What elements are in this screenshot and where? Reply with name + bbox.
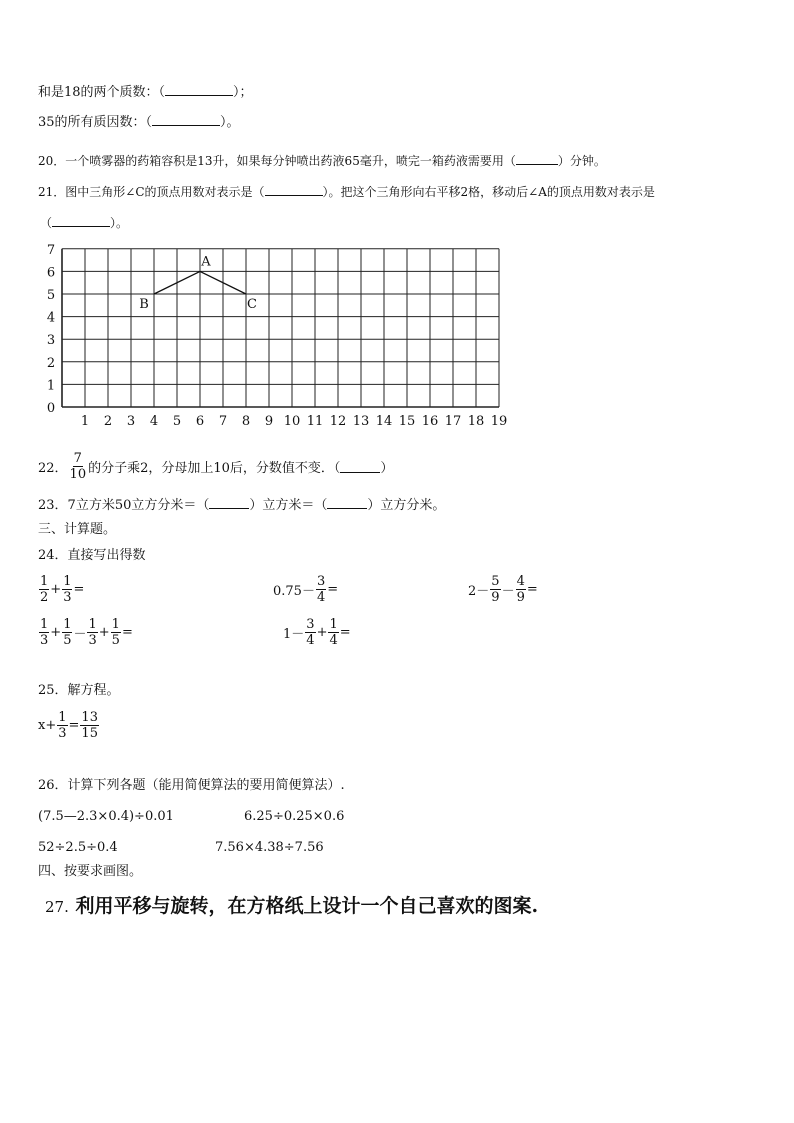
answer-blank[interactable] bbox=[265, 183, 323, 196]
prime-factors-text-end: ）。 bbox=[220, 115, 240, 130]
question-23 bbox=[38, 496, 445, 515]
calc-expression: 6.25÷0.25×0.6 bbox=[244, 809, 345, 824]
question-number: 22． bbox=[38, 461, 68, 476]
x-tick-label: 16 bbox=[421, 414, 439, 429]
question-prime-factors bbox=[38, 113, 240, 132]
answer-blank[interactable] bbox=[52, 214, 110, 227]
fraction: $\frac{1}{3}$ bbox=[58, 710, 67, 741]
y-tick-label: 5 bbox=[46, 288, 56, 303]
x-tick-label: 7 bbox=[218, 414, 228, 429]
prime-factors-text: 35的所有质因数：（ bbox=[38, 115, 153, 130]
fraction: $\frac{1}{3}$ bbox=[63, 574, 72, 605]
x-tick-label: 14 bbox=[375, 414, 393, 429]
expression-2: 0.75－ $\frac{3}{4}$ = bbox=[273, 574, 339, 605]
question-21-line2 bbox=[40, 214, 128, 232]
question-20-text: 一个喷雾器的药箱容积是13升，如果每分钟喷出药液65毫升，喷完一箱药液需要用（ bbox=[65, 154, 516, 168]
fraction: $\frac{1}{5}$ bbox=[63, 617, 72, 648]
x-tick-label: 8 bbox=[241, 414, 251, 429]
fraction: $\frac{1}{2}$ bbox=[40, 574, 49, 605]
question-22-text: 的分子乘2，分母加上10后，分数值不变．（ bbox=[88, 461, 341, 476]
answer-blank[interactable] bbox=[165, 83, 233, 96]
question-21-text-end: ）。 bbox=[110, 216, 129, 230]
question-22 bbox=[38, 451, 393, 482]
x-tick-label: 18 bbox=[467, 414, 485, 429]
x-tick-label: 1 bbox=[80, 414, 90, 429]
y-tick-label: 1 bbox=[46, 378, 56, 394]
question-number: 21． bbox=[38, 185, 66, 199]
prime-sum-text: 和是18的两个质数：（ bbox=[38, 85, 166, 100]
x-tick-label: 19 bbox=[490, 414, 508, 429]
question-27 bbox=[45, 894, 538, 919]
expression-3: 2－ $\frac{5}{9}$ － $\frac{4}{9}$ = bbox=[468, 574, 538, 605]
fraction: $\frac{1}{5}$ bbox=[111, 617, 120, 648]
question-20-text-end: ）分钟。 bbox=[557, 154, 606, 168]
calc-expression: (7.5—2.3×0.4)÷0.01 bbox=[38, 809, 174, 824]
y-tick-label: 2 bbox=[46, 355, 56, 371]
fraction: $\frac{1}{3}$ bbox=[88, 617, 97, 648]
question-26 bbox=[38, 777, 345, 795]
equation: x+ $\frac{1}{3}$ = $\frac{13}{15}$ bbox=[38, 710, 98, 741]
question-25 bbox=[38, 682, 120, 700]
fraction: $\frac{3}{4}$ bbox=[316, 574, 326, 605]
question-prime-sum bbox=[38, 83, 253, 102]
fraction: $\frac{13}{15}$ bbox=[81, 710, 98, 741]
question-number: 27. bbox=[45, 898, 69, 916]
x-tick-label: 12 bbox=[329, 414, 347, 429]
numerator: 7 bbox=[73, 451, 82, 466]
x-tick-label: 17 bbox=[444, 414, 462, 429]
calc-expression: 52÷2.5÷0.4 bbox=[38, 840, 118, 855]
y-tick-label: 6 bbox=[46, 265, 56, 281]
fraction: $\frac{3}{4}$ bbox=[306, 617, 315, 648]
y-tick-label: 4 bbox=[46, 310, 56, 326]
x-tick-label: 3 bbox=[126, 414, 136, 429]
y-tick-label: 7 bbox=[46, 242, 56, 258]
question-23-text-mid: ）立方米＝（ bbox=[249, 498, 328, 513]
answer-blank[interactable] bbox=[340, 460, 380, 473]
question-27-text: 利用平移与旋转，在方格纸上设计一个自己喜欢的图案. bbox=[75, 895, 539, 917]
vertex-label-a: A bbox=[201, 254, 211, 270]
section-heading: 四、按要求画图。 bbox=[38, 864, 143, 879]
vertex-label-c: C bbox=[247, 297, 257, 312]
expression-5: 1－ $\frac{3}{4}$ + $\frac{1}{4}$ = bbox=[283, 617, 351, 648]
answer-blank[interactable] bbox=[152, 113, 220, 126]
question-number: 25． bbox=[38, 683, 68, 698]
question-25-title: 解方程。 bbox=[67, 683, 120, 698]
x-tick-label: 5 bbox=[172, 414, 182, 429]
fraction: $\frac{1}{4}$ bbox=[329, 617, 338, 648]
question-22-text-end: ） bbox=[380, 461, 394, 476]
x-tick-label: 6 bbox=[195, 414, 205, 429]
question-23-text: 7立方米50立方分米＝（ bbox=[67, 498, 210, 513]
question-number: 20． bbox=[38, 154, 66, 168]
question-21-paren: （ bbox=[40, 216, 53, 230]
fraction bbox=[69, 451, 88, 482]
calc-expression: 7.56×4.38÷7.56 bbox=[215, 840, 324, 855]
x-tick-label: 10 bbox=[283, 414, 301, 429]
question-21-text: 图中三角形∠C的顶点用数对表示是（ bbox=[65, 185, 265, 199]
y-tick-label: 3 bbox=[46, 333, 56, 349]
answer-blank[interactable] bbox=[516, 152, 558, 165]
question-20 bbox=[38, 152, 606, 170]
question-21-text-mid: ）。把这个三角形向右平移2格，移动后∠A的顶点用数对表示是 bbox=[322, 185, 655, 199]
answer-blank[interactable] bbox=[209, 496, 249, 509]
y-tick-label: 0 bbox=[46, 401, 56, 416]
prime-sum-text-end: ）； bbox=[233, 85, 253, 100]
x-tick-label: 15 bbox=[398, 414, 416, 429]
fraction: $\frac{5}{9}$ bbox=[491, 574, 500, 605]
answer-blank[interactable] bbox=[327, 496, 367, 509]
question-26-title: 计算下列各题（能用简便算法的要用简便算法）. bbox=[67, 778, 345, 793]
coordinate-grid bbox=[0, 240, 794, 430]
fraction: $\frac{4}{9}$ bbox=[516, 574, 525, 605]
question-24-title: 直接写出得数 bbox=[67, 548, 146, 563]
question-21 bbox=[38, 183, 655, 201]
question-number: 23． bbox=[38, 498, 68, 513]
question-24 bbox=[38, 547, 146, 565]
x-tick-label: 4 bbox=[149, 414, 159, 429]
x-tick-label: 2 bbox=[103, 414, 113, 429]
expression-4: $\frac{1}{3}$ + $\frac{1}{5}$ － $\frac{1}{3}$ + $\frac{1}{5}$ = bbox=[40, 617, 133, 648]
fraction: $\frac{1}{3}$ bbox=[40, 617, 49, 648]
x-tick-label: 13 bbox=[352, 414, 370, 429]
denominator: 10 bbox=[69, 467, 87, 482]
section-heading: 三、计算题。 bbox=[38, 522, 117, 537]
x-tick-label: 11 bbox=[306, 414, 324, 429]
expression-1: $\frac{1}{2}$ + $\frac{1}{3}$ = bbox=[40, 574, 85, 605]
question-23-text-end: ）立方分米。 bbox=[367, 498, 446, 513]
question-number: 26． bbox=[38, 778, 68, 793]
x-tick-label: 9 bbox=[264, 414, 274, 429]
question-number: 24． bbox=[38, 548, 68, 563]
vertex-label-b: B bbox=[139, 297, 149, 312]
